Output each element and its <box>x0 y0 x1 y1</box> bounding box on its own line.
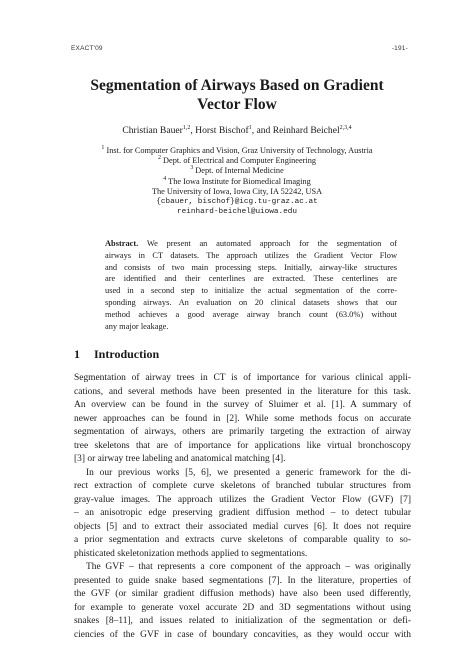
section-number: 1 <box>74 347 80 361</box>
page-number: -191- <box>391 45 408 52</box>
abstract-line: airways in CT datasets. The approach utilizes the Gradient Vector Flow <box>105 250 397 260</box>
body-line: ciencies of the GVF in case of boundary concavities, as they would occur with <box>74 629 411 640</box>
author-affil-sup: 1 <box>248 125 252 131</box>
body-line: snakes [8–11], and issues related to initialization of the segmentation or defi- <box>74 616 411 626</box>
affil-text: The Iowa Institute for Biomedical Imaging <box>168 176 311 186</box>
body-line: newer approaches can be found in [2]. While some methods focus on accurate <box>74 413 411 424</box>
body-line: tree skeletons that are of importance for applications like virtual bronchoscopy <box>74 440 411 451</box>
affil-sup: 3 <box>190 165 194 172</box>
body-line: the GVF (or similar gradient diffusion methods) have also been used differently, <box>74 589 411 599</box>
body-line: [3] or airway tree labeling and anatomical matching [4]. <box>74 454 286 464</box>
body-line: segmentation of airways, others are primarily targeting the extraction of airway <box>74 427 411 437</box>
body-line: Segmentation of airway trees in CT is of importance for various clinical appli- <box>74 373 411 383</box>
author-name: , and Reinhard Beichel <box>251 125 340 136</box>
body-line: An overview can be found in the survey of Sluimer et al. [1]. A summary of <box>74 400 411 410</box>
abstract-line: sponding airways. An evaluation on 20 clinical datasets shows that our <box>105 297 397 307</box>
body-line: rect extraction of complete curve skeletons of branched tubular structures from <box>74 481 411 491</box>
affiliation-line <box>0 156 474 166</box>
title-line-2: Vector Flow <box>197 96 277 113</box>
affil-text: Dept. of Electrical and Computer Engineering <box>163 156 317 166</box>
body-line: The GVF – that represents a core component of the approach – was originally <box>86 562 411 572</box>
author-affil-sup: 1,2 <box>182 125 191 131</box>
affil-sup: 4 <box>163 175 167 182</box>
abstract-label: Abstract. <box>105 239 139 248</box>
abstract-line: any major leakage. <box>105 321 169 331</box>
section-title: Introduction <box>94 347 160 361</box>
body-line: cations, and several methods have been presented in the literature for this task. <box>74 386 411 397</box>
title-line-1: Segmentation of Airways Based on Gradient <box>90 77 384 94</box>
body-line: a prior segmentation and extracts curve skeletons of comparable quality to so- <box>74 535 411 545</box>
abstract-line: method achieves a good average airway branch count (63.0%) without <box>105 309 397 319</box>
author-name: Christian Bauer <box>122 125 183 136</box>
section-heading <box>74 347 159 362</box>
body-line: In our previous works [5, 6], we presented a generic framework for the di- <box>86 467 411 478</box>
abstract-line: and consists of two main processing steps. Initially, airway-like structures <box>105 262 397 272</box>
running-header-left: EXACT'09 <box>71 45 103 52</box>
email-line[interactable]: {cbauer, bischof}@icg.tu-graz.ac.at <box>156 198 318 207</box>
body-line: presented to guide snake based segmentations [7]. In the literature, properties of <box>74 575 411 586</box>
author-affil-sup: 2,3,4 <box>339 125 352 131</box>
affiliations <box>0 146 474 217</box>
abstract <box>105 238 397 332</box>
abstract-line: Abstract. We present an automated approach for the segmentation of <box>105 239 397 248</box>
body-line: for example to generate voxel accurate 2D and 3D segmentations without using <box>74 602 411 613</box>
affil-text: Inst. for Computer Graphics and Vision, Graz University of Technology, Austria <box>106 146 373 155</box>
body-line: – an anisotropic edge preserving gradient diffusion method – to detect tubular <box>74 508 411 518</box>
body-line: objects [5] and to extract their associated medial curves [6]. It does not require <box>74 521 411 532</box>
body-text <box>74 372 411 642</box>
email-line[interactable]: reinhard-beichel@uiowa.edu <box>177 208 297 217</box>
body-line: phisticated skeletonization methods applied to segmentations. <box>74 548 308 559</box>
author-list <box>0 125 474 136</box>
paper-title <box>0 76 474 114</box>
abstract-line: used in a second step to initialize the actual segmentation of the corre- <box>105 286 397 296</box>
affil-sup: 2 <box>157 155 161 162</box>
body-line: gray-value images. The approach utilizes the Gradient Vector Flow (GVF) [7] <box>74 494 411 505</box>
affiliation-line <box>0 166 474 176</box>
abstract-line: are identified and their centerlines are extracted. These centerlines are <box>105 274 397 284</box>
affil-sup: 1 <box>101 145 105 151</box>
author-name: , Horst Bischof <box>190 125 249 136</box>
affil-text: Dept. of Internal Medicine <box>195 166 284 176</box>
affiliation-line <box>0 177 474 187</box>
affiliation-line: The University of Iowa, Iowa City, IA 52242, USA <box>151 186 323 196</box>
affiliation-line <box>0 146 474 156</box>
